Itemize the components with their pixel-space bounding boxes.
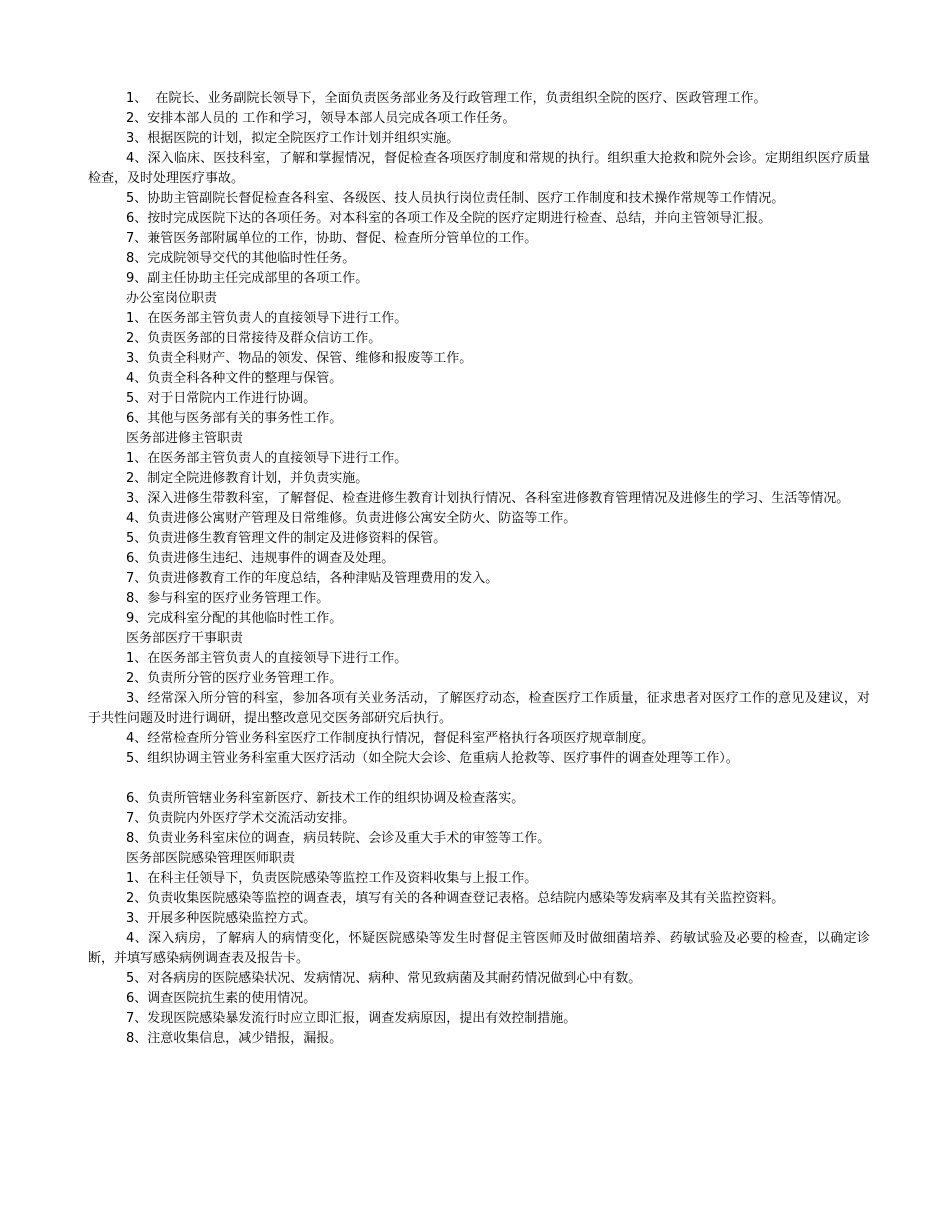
duty-item: 1、在医务部主管负责人的直接领导下进行工作。: [126, 651, 408, 666]
duty-item: 5、协助主管副院长督促检查各科室、各级医、技人员执行岗位责任制、医疗工作制度和技术操作常规等工作情况。: [126, 191, 785, 206]
blank-line: [88, 769, 870, 789]
section-heading: 医务部医疗干事职责: [126, 631, 244, 646]
duty-item: 7、发现医院感染暴发流行时应立即汇报，调查发病原因，提出有效控制措施。: [126, 1011, 577, 1026]
duty-item: 4、负责全科各种文件的整理与保管。: [126, 371, 343, 386]
duty-item: 4、经常检查所分管业务科室医疗工作制度执行情况，督促科室严格执行各项医疗规章制度。: [126, 731, 655, 746]
duty-item: 1、在医务部主管负责人的直接领导下进行工作。: [126, 311, 408, 326]
duty-item: 6、其他与医务部有关的事务性工作。: [126, 411, 343, 426]
duty-item: 7、兼管医务部附属单位的工作，协助、督促、检查所分管单位的工作。: [126, 231, 538, 246]
duty-section: [88, 289, 870, 429]
duty-item: 6、按时完成医院下达的各项任务。对本科室的各项工作及全院的医疗定期进行检查、总结，并向主管领导汇报。: [126, 211, 772, 226]
duty-item: 9、完成科室分配的其他临时性工作。: [126, 611, 343, 626]
duty-item: 1、在医务部主管负责人的直接领导下进行工作。: [126, 451, 408, 466]
duty-item: 6、负责所管辖业务科室新医疗、新技术工作的组织协调及检查落实。: [126, 791, 525, 806]
duty-sections: [88, 89, 870, 1049]
duty-section: [88, 89, 870, 289]
duty-item: 1、在科主任领导下，负责医院感染等监控工作及资料收集与上报工作。: [126, 871, 538, 886]
duty-item: 4、负责进修公寓财产管理及日常维修。负责进修公寓安全防火、防盗等工作。: [126, 511, 577, 526]
duty-item: 4、深入病房，了解病人的病情变化，怀疑医院感染等发生时督促主管医师及时做细菌培养、药敏试验及必要的检查，以确定诊断，并填写感染病例调查表及报告卡。: [88, 931, 870, 966]
duty-item: 8、注意收集信息，减少错报，漏报。: [126, 1031, 343, 1046]
duty-item: 9、副主任协助主任完成部里的各项工作。: [126, 271, 369, 286]
duty-item: 5、对各病房的医院感染状况、发病情况、病种、常见致病菌及其耐药情况做到心中有数。: [126, 971, 642, 986]
duty-item: 6、负责进修生违纪、违规事件的调查及处理。: [126, 551, 395, 566]
duty-item: 3、开展多种医院感染监控方式。: [126, 911, 317, 926]
duty-item: 2、负责收集医院感染等监控的调查表，填写有关的各种调查登记表格。总结院内感染等发病率及其有关监控资料。: [126, 891, 785, 906]
duty-item: 6、调查医院抗生素的使用情况。: [126, 991, 317, 1006]
duty-item: 2、制定全院进修教育计划，并负责实施。: [126, 471, 369, 486]
duty-item: 3、负责全科财产、物品的领发、保管、维修和报废等工作。: [126, 351, 473, 366]
duty-item: 7、负责进修教育工作的年度总结，各种津贴及管理费用的发入。: [126, 571, 499, 586]
duty-item: 8、负责业务科室床位的调查，病员转院、会诊及重大手术的审签等工作。: [126, 831, 551, 846]
section-heading: 医务部进修主管职责: [126, 431, 244, 446]
section-heading: 办公室岗位职责: [126, 291, 218, 306]
duty-item: 3、经常深入所分管的科室，参加各项有关业务活动，了解医疗动态，检查医疗工作质量，征求患者对医疗工作的意见及建议，对于共性问题及时进行调研，提出整改意见交医务部研究后执行。: [88, 691, 870, 726]
duty-item: 3、根据医院的计划，拟定全院医疗工作计划并组织实施。: [126, 131, 460, 146]
duty-item: 2、负责医务部的日常接待及群众信访工作。: [126, 331, 382, 346]
duty-item: 4、深入临床、医技科室，了解和掌握情况，督促检查各项医疗制度和常规的执行。组织重大抢救和院外会诊。定期组织医疗质量检查，及时处理医疗事故。: [88, 151, 870, 186]
duty-section: [88, 429, 870, 629]
duty-item: 2、安排本部人员的 工作和学习，领导本部人员完成各项工作任务。: [126, 111, 516, 126]
section-heading: 医务部医院感染管理医师职责: [126, 851, 296, 866]
duty-section: [88, 629, 870, 849]
duty-item: 5、对于日常院内工作进行协调。: [126, 391, 317, 406]
duty-item: 1、 在院长、业务副院长领导下，全面负责医务部业务及行政管理工作，负责组织全院的医疗、医政管理工作。: [126, 91, 767, 106]
duty-item: 8、完成院领导交代的其他临时性任务。: [126, 251, 356, 266]
duty-item: 5、负责进修生教育管理文件的制定及进修资料的保管。: [126, 531, 447, 546]
duty-item: 2、负责所分管的医疗业务管理工作。: [126, 671, 343, 686]
duty-section: [88, 849, 870, 1049]
duty-item: 3、深入进修生带教科室，了解督促、检查进修生教育计划执行情况、各科室进修教育管理情况及进修生的学习、生活等情况。: [126, 491, 850, 506]
duty-item: 5、组织协调主管业务科室重大医疗活动（如全院大会诊、危重病人抢救等、医疗事件的调查处理等工作）。: [126, 751, 739, 766]
duty-item: 7、负责院内外医疗学术交流活动安排。: [126, 811, 356, 826]
duty-item: 8、参与科室的医疗业务管理工作。: [126, 591, 330, 606]
